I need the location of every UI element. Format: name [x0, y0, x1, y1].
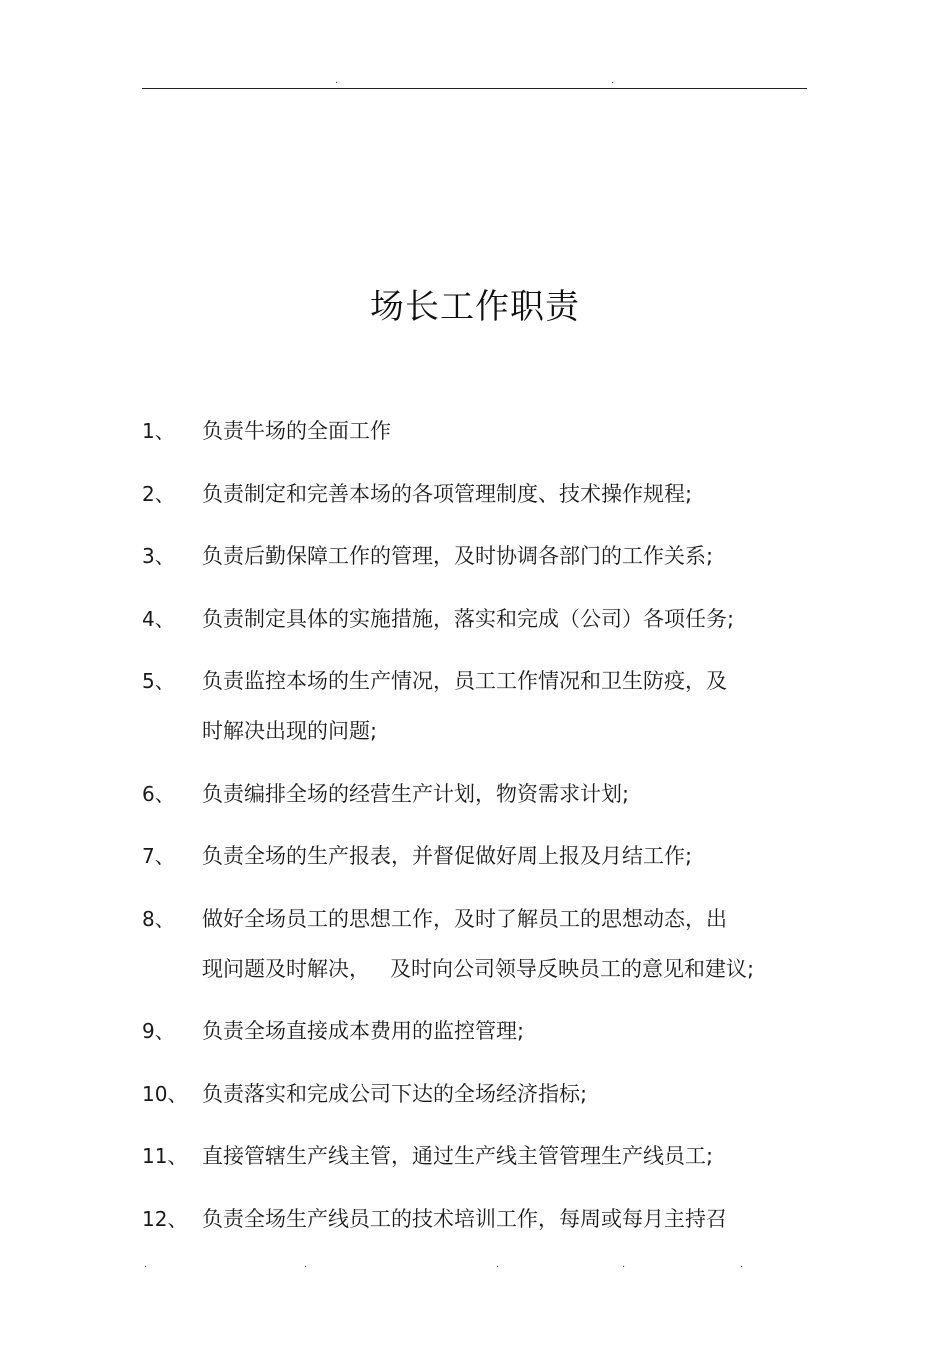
- header-dot: .: [611, 75, 615, 86]
- header-dot: .: [335, 75, 339, 86]
- duty-text: 负责制定具体的实施措施，落实和完成（公司）各项任务;: [202, 607, 735, 631]
- duty-text: 直接管辖生产线主管，通过生产线主管管理生产线员工;: [202, 1144, 714, 1168]
- duty-number: 3、: [142, 544, 175, 568]
- duty-text: 负责全场直接成本费用的监控管理;: [202, 1019, 525, 1043]
- duty-number: 7、: [142, 844, 175, 868]
- footer-dot: .: [496, 1259, 500, 1270]
- duty-text: 负责全场的生产报表，并督促做好周上报及月结工作;: [202, 844, 693, 868]
- duty-number: 6、: [142, 782, 175, 806]
- duty-number: 11、: [142, 1144, 188, 1168]
- duty-number: 10、: [142, 1082, 188, 1106]
- duty-text: 做好全场员工的思想工作，及时了解员工的思想动态，出 现问题及时解决， 及时向公司领导反映员工的意见和建议;: [202, 907, 755, 981]
- duty-number: 12、: [142, 1207, 188, 1231]
- duty-text: 负责落实和完成公司下达的全场经济指标;: [202, 1082, 588, 1106]
- duty-text: 负责牛场的全面工作: [202, 419, 391, 443]
- duty-text: 负责制定和完善本场的各项管理制度、技术操作规程;: [202, 482, 693, 506]
- duty-text: 负责全场生产线员工的技术培训工作，每周或每月主持召: [202, 1207, 727, 1231]
- footer-dot: .: [144, 1259, 148, 1270]
- duty-number: 4、: [142, 607, 175, 631]
- duty-number: 9、: [142, 1019, 175, 1043]
- duty-text: 负责编排全场的经营生产计划，物资需求计划;: [202, 782, 630, 806]
- duty-number: 8、: [142, 907, 175, 931]
- duty-text: 负责后勤保障工作的管理，及时协调各部门的工作关系;: [202, 544, 714, 568]
- duty-number: 5、: [142, 669, 175, 693]
- duty-text: 负责监控本场的生产情况，员工工作情况和卫生防疫，及 时解决出现的问题;: [202, 669, 727, 743]
- header-rule: [142, 88, 807, 89]
- footer-dot: .: [304, 1259, 308, 1270]
- footer-dot: .: [622, 1259, 626, 1270]
- footer-dot: .: [740, 1259, 744, 1270]
- page-title: 场长工作职责: [370, 287, 580, 327]
- duty-number: 1、: [142, 419, 175, 443]
- duty-number: 2、: [142, 482, 175, 506]
